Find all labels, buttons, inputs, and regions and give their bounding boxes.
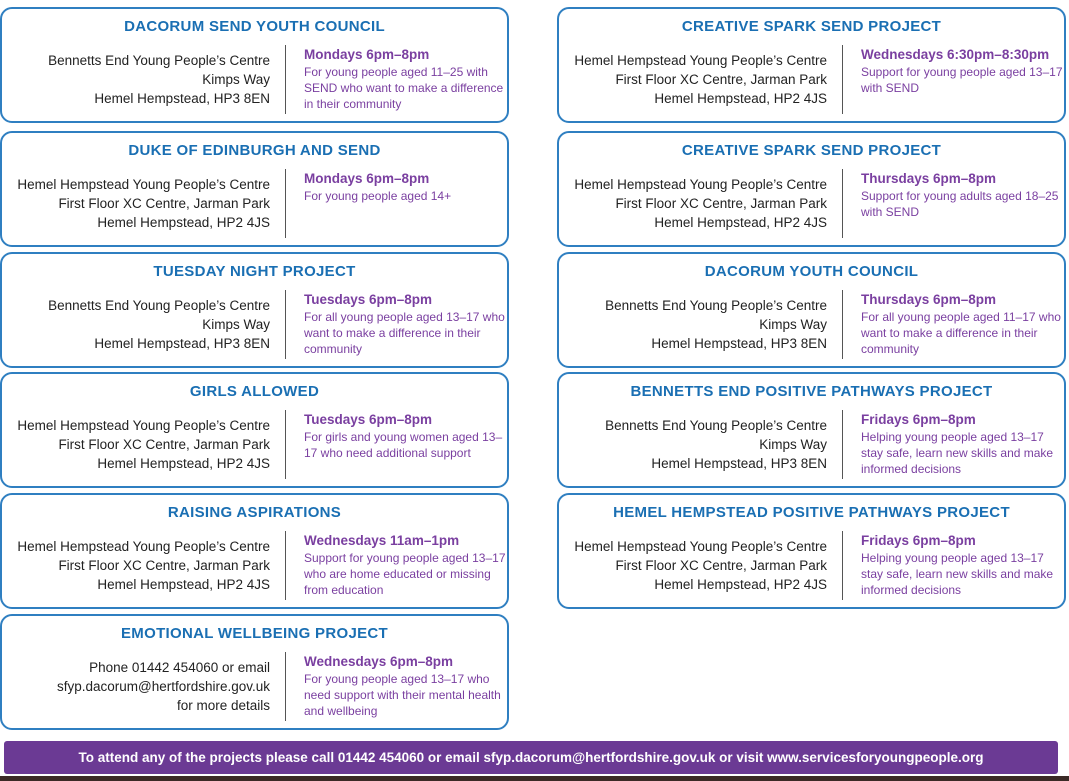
project-card — [0, 493, 509, 609]
address-line: Bennetts End Young People’s Centre — [605, 418, 827, 433]
project-card — [0, 614, 509, 730]
contact-email[interactable]: sfyp.dacorum@hertfordshire.gov.uk — [56, 679, 270, 694]
address-line: First Floor XC Centre, Jarman Park — [615, 558, 827, 573]
project-card — [0, 372, 509, 488]
project-card — [0, 7, 509, 123]
project-contact — [0, 658, 270, 715]
project-address — [0, 175, 270, 232]
divider — [842, 531, 843, 600]
divider — [285, 531, 286, 600]
address-line: Hemel Hempstead Young People’s Centre — [574, 539, 827, 554]
project-card — [0, 252, 509, 368]
project-info — [861, 411, 1063, 477]
project-info — [304, 411, 506, 461]
project-title: CREATIVE SPARK SEND PROJECT — [681, 142, 942, 159]
project-description: For all young people aged 11–17 who want to make a difference in their community — [861, 310, 1061, 356]
project-address — [557, 51, 827, 108]
project-schedule: Thursdays 6pm–8pm — [861, 292, 997, 307]
address-line: Hemel Hempstead, HP2 4JS — [654, 577, 827, 592]
project-schedule: Wednesdays 6pm–8pm — [304, 654, 454, 669]
address-line: First Floor XC Centre, Jarman Park — [58, 558, 270, 573]
footer-banner — [4, 741, 1058, 774]
project-address — [557, 537, 827, 594]
address-line: Hemel Hempstead Young People’s Centre — [574, 177, 827, 192]
address-line: Hemel Hempstead, HP2 4JS — [97, 577, 270, 592]
project-title: EMOTIONAL WELLBEING PROJECT — [121, 625, 388, 642]
address-line: Bennetts End Young People’s Centre — [48, 298, 270, 313]
project-card — [557, 7, 1066, 123]
project-description: For young people aged 13–17 who need support with their mental health and wellbeing — [304, 672, 501, 718]
divider — [842, 45, 843, 114]
address-line: First Floor XC Centre, Jarman Park — [615, 196, 827, 211]
project-title: DACORUM YOUTH COUNCIL — [704, 263, 919, 280]
address-line: Hemel Hempstead, HP2 4JS — [654, 91, 827, 106]
contact-line: Phone 01442 454060 or email — [89, 660, 270, 675]
project-info — [304, 46, 506, 112]
address-line: Hemel Hempstead, HP2 4JS — [97, 456, 270, 471]
project-info — [304, 532, 506, 598]
address-line: First Floor XC Centre, Jarman Park — [58, 196, 270, 211]
project-schedule: Fridays 6pm–8pm — [861, 533, 976, 548]
project-address — [0, 51, 270, 108]
project-address — [0, 416, 270, 473]
project-title: DUKE OF EDINBURGH AND SEND — [128, 142, 381, 159]
address-line: Hemel Hempstead, HP2 4JS — [97, 215, 270, 230]
project-address — [0, 296, 270, 353]
project-card — [557, 372, 1066, 488]
address-line: Hemel Hempstead, HP3 8EN — [651, 336, 827, 351]
project-description: For young people aged 14+ — [304, 189, 452, 203]
address-line: Hemel Hempstead, HP2 4JS — [654, 215, 827, 230]
address-line: Hemel Hempstead, HP3 8EN — [94, 336, 270, 351]
project-address — [557, 416, 827, 473]
project-schedule: Fridays 6pm–8pm — [861, 412, 976, 427]
project-schedule: Thursdays 6pm–8pm — [861, 171, 997, 186]
project-title: BENNETTS END POSITIVE PATHWAYS PROJECT — [630, 383, 993, 400]
address-line: Kimps Way — [202, 72, 270, 87]
project-schedule: Tuesdays 6pm–8pm — [304, 412, 433, 427]
address-line: Kimps Way — [202, 317, 270, 332]
footer-text: To attend any of the projects please call 01442 454060 or email sfyp.dacorum@hertfordshire.gov.uk or visit www.servicesforyoungpeople.org — [78, 750, 984, 765]
address-line: Hemel Hempstead Young People’s Centre — [17, 539, 270, 554]
address-line: Hemel Hempstead Young People’s Centre — [17, 418, 270, 433]
project-description: For young people aged 11–25 with SEND who want to make a difference in their community — [304, 65, 504, 111]
project-info — [304, 291, 506, 357]
project-address — [557, 175, 827, 232]
address-line: First Floor XC Centre, Jarman Park — [58, 437, 270, 452]
address-line: Hemel Hempstead Young People’s Centre — [574, 53, 827, 68]
project-card — [557, 131, 1066, 247]
project-description: Support for young people aged 13–17 who are home educated or missing from education — [304, 551, 506, 597]
project-description: For all young people aged 13–17 who want to make a difference in their community — [304, 310, 505, 356]
project-info — [861, 46, 1063, 96]
project-description: Helping young people aged 13–17 stay safe, learn new skills and make informed decisions — [861, 551, 1054, 597]
project-info — [861, 291, 1063, 357]
project-title: HEMEL HEMPSTEAD POSITIVE PATHWAYS PROJECT — [613, 504, 1010, 521]
address-line: Bennetts End Young People’s Centre — [605, 298, 827, 313]
divider — [285, 45, 286, 114]
project-info — [861, 170, 1063, 220]
project-address — [0, 537, 270, 594]
project-card — [0, 131, 509, 247]
divider — [842, 169, 843, 238]
project-description: Helping young people aged 13–17 stay safe, learn new skills and make informed decisions — [861, 430, 1054, 476]
bottom-border — [0, 776, 1069, 781]
divider — [842, 410, 843, 479]
project-title: RAISING ASPIRATIONS — [167, 504, 342, 521]
project-schedule: Wednesdays 11am–1pm — [304, 533, 460, 548]
contact-line: for more details — [176, 698, 270, 713]
project-description: Support for young adults aged 18–25 with SEND — [861, 189, 1059, 219]
project-title: CREATIVE SPARK SEND PROJECT — [681, 18, 942, 35]
address-line: Hemel Hempstead, HP3 8EN — [94, 91, 270, 106]
project-info — [304, 653, 506, 719]
address-line: First Floor XC Centre, Jarman Park — [615, 72, 827, 87]
project-info — [861, 532, 1063, 598]
project-description: For girls and young women aged 13–17 who need additional support — [304, 430, 503, 460]
project-title: TUESDAY NIGHT PROJECT — [153, 263, 356, 280]
divider — [285, 290, 286, 359]
project-schedule: Wednesdays 6:30pm–8:30pm — [861, 47, 1050, 62]
project-info — [304, 170, 506, 204]
address-line: Hemel Hempstead, HP3 8EN — [651, 456, 827, 471]
project-title: GIRLS ALLOWED — [189, 383, 320, 400]
address-line: Kimps Way — [759, 437, 827, 452]
address-line: Hemel Hempstead Young People’s Centre — [17, 177, 270, 192]
address-line: Bennetts End Young People’s Centre — [48, 53, 270, 68]
divider — [285, 410, 286, 479]
project-schedule: Tuesdays 6pm–8pm — [304, 292, 433, 307]
divider — [842, 290, 843, 359]
project-card — [557, 252, 1066, 368]
project-title: DACORUM SEND YOUTH COUNCIL — [124, 18, 385, 35]
project-schedule: Mondays 6pm–8pm — [304, 171, 430, 186]
divider — [285, 169, 286, 238]
project-description: Support for young people aged 13–17 with SEND — [861, 65, 1063, 95]
address-line: Kimps Way — [759, 317, 827, 332]
project-schedule: Mondays 6pm–8pm — [304, 47, 430, 62]
project-card — [557, 493, 1066, 609]
project-address — [557, 296, 827, 353]
divider — [285, 652, 286, 721]
